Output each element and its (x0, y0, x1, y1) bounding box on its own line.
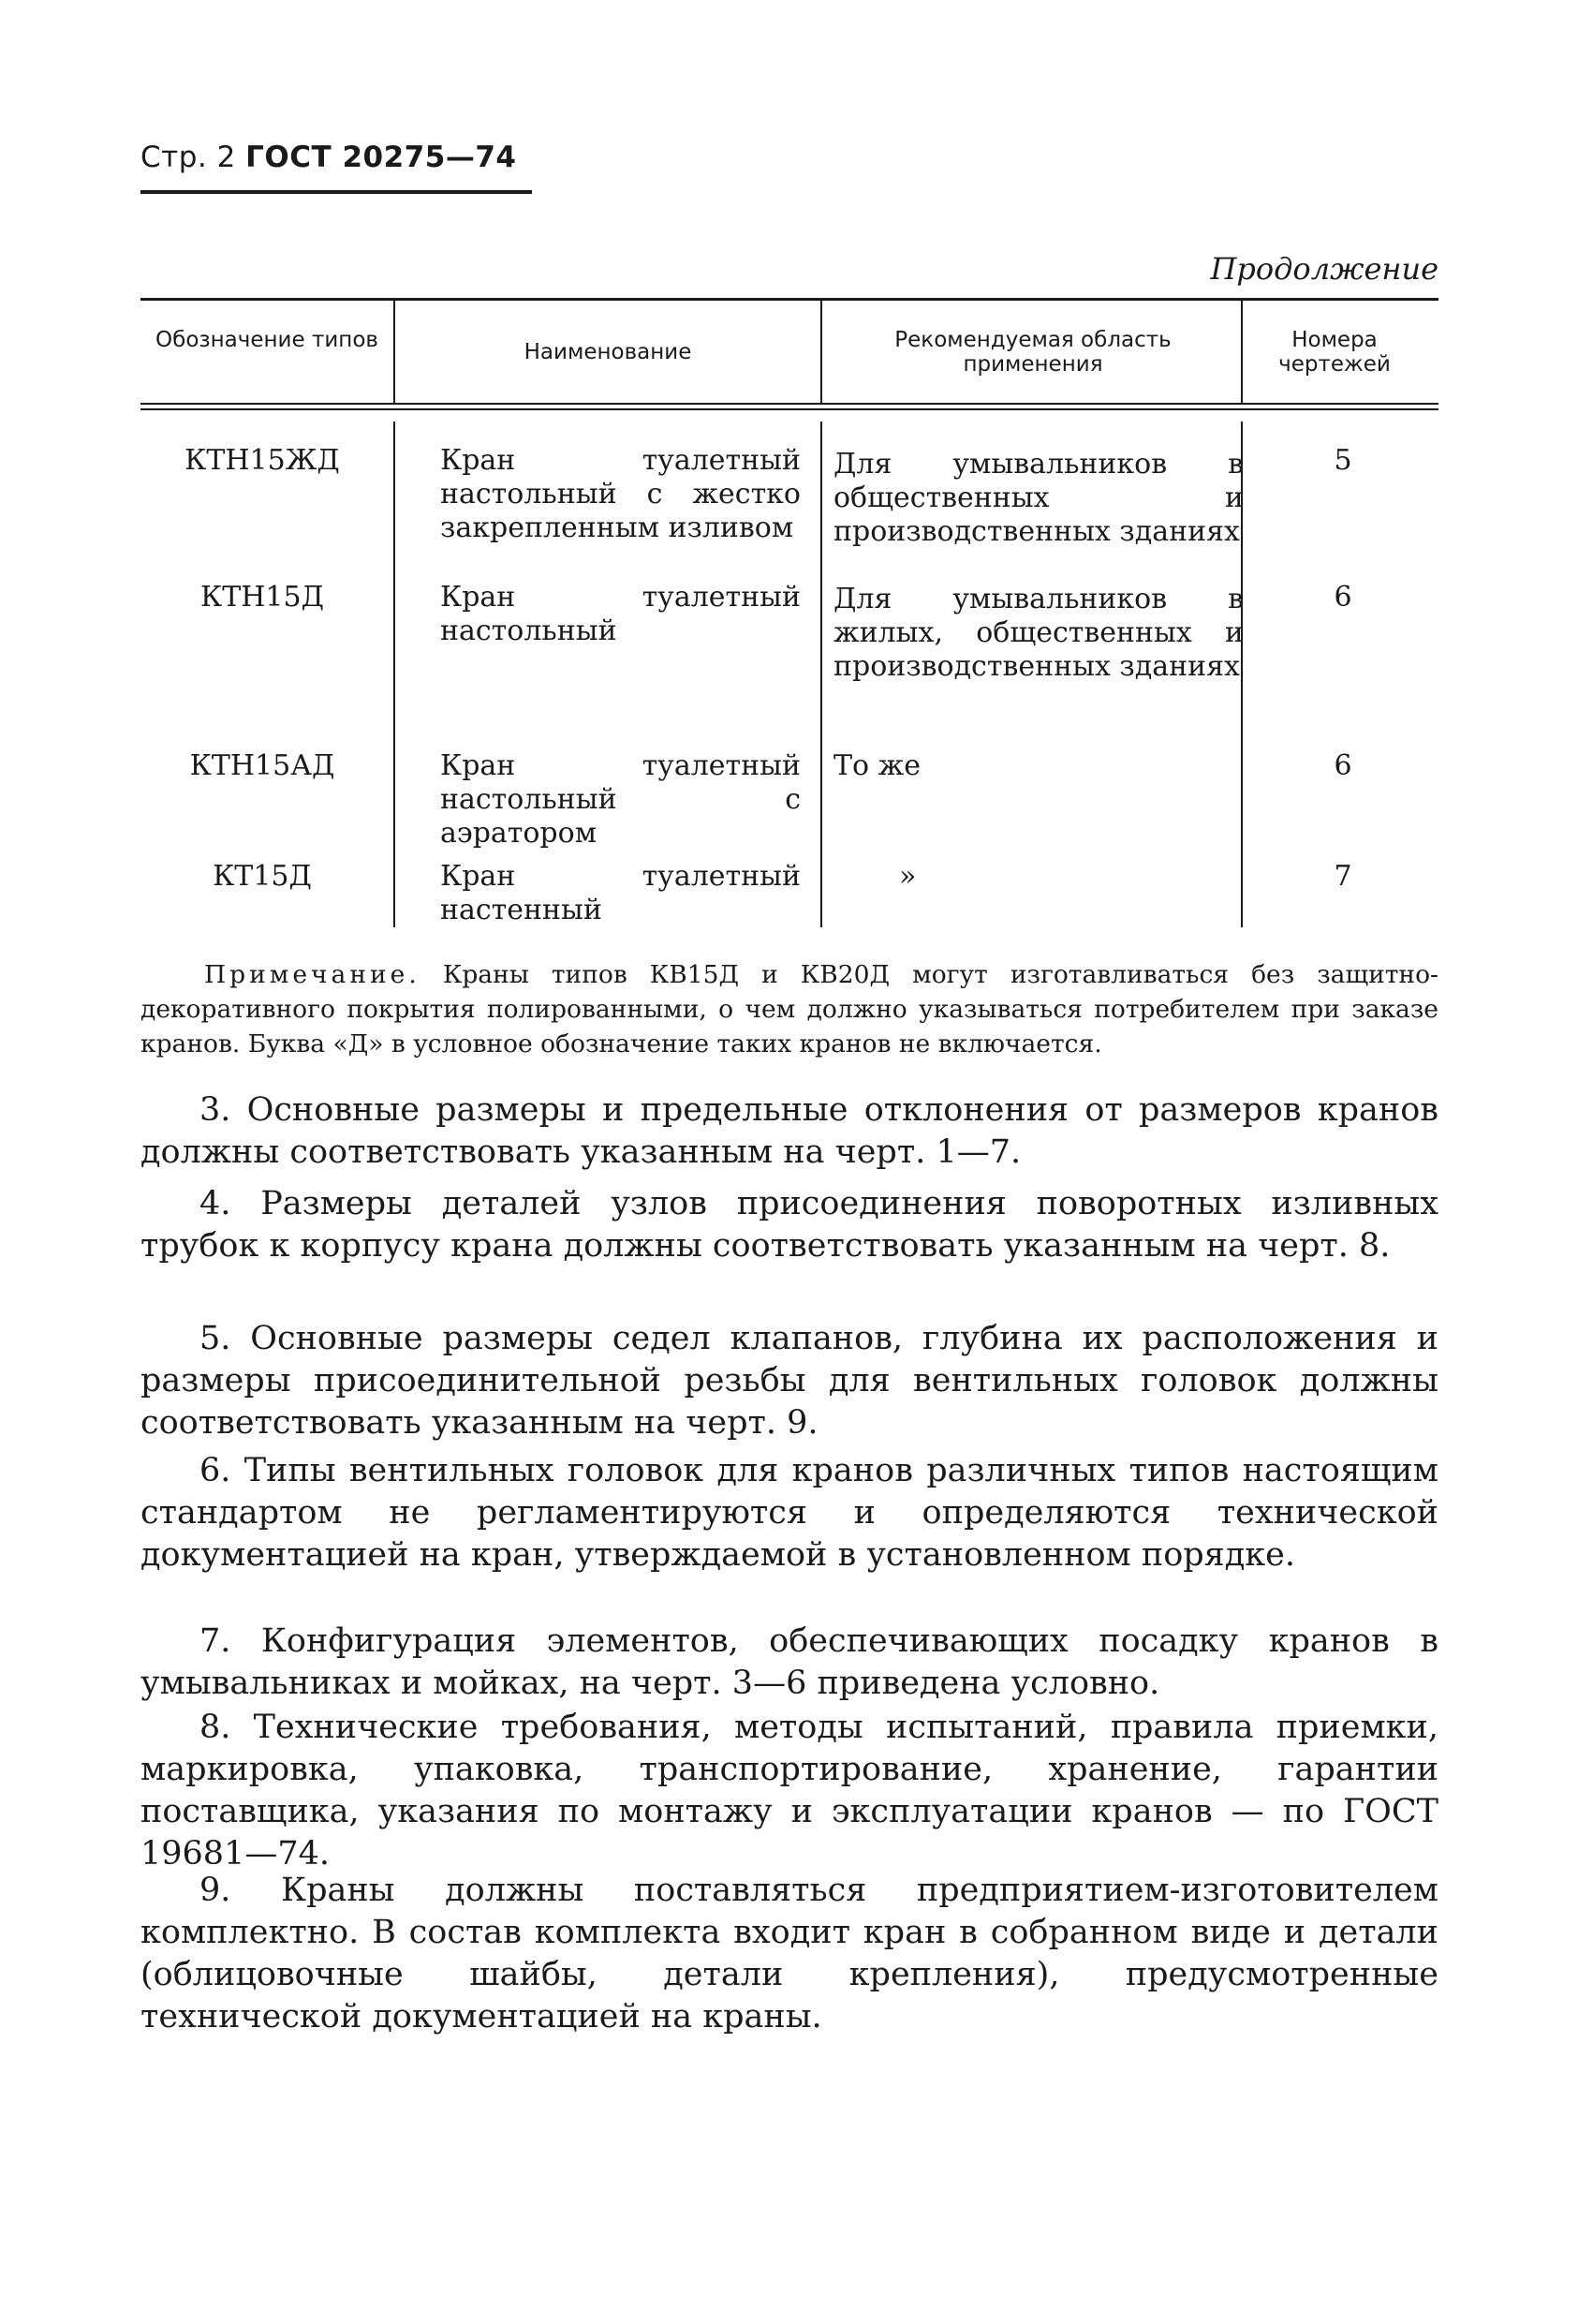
table-row-code: КТ15Д (213, 860, 312, 893)
column-divider (393, 422, 395, 927)
table-row-area: Для умывальников в общественных и производственных зданиях (833, 448, 1244, 548)
table-row-name: Кран туалетный настольный с аэратором (440, 749, 801, 850)
paragraph-3: 3. Основные размеры и предельные отклонения от размеров кранов должны соответствовать указанным на черт. 1—7. (140, 1091, 1438, 1171)
table-row-drawing: 5 (1334, 444, 1352, 477)
header-bottom-rule-2 (140, 408, 1438, 410)
column-divider (820, 301, 822, 405)
table-row-area: То же (833, 749, 921, 782)
column-header-drawing: Номера чертежей (1278, 328, 1391, 377)
column-header-area: Рекомендуемая область применения (894, 328, 1172, 377)
table-row-code: КТН15АД (189, 749, 335, 782)
header-bottom-rule (140, 403, 1438, 405)
note-label: Примечание. (204, 960, 420, 989)
table-row-code: КТН15ЖД (184, 444, 340, 477)
table-row-area: » (899, 860, 917, 893)
paragraph-7: 7. Конфигурация элементов, обеспечивающих посадку кранов в умывальниках и мойках, на черт. 3—6 приведена условно. (140, 1622, 1438, 1702)
table-top-rule (140, 298, 1438, 301)
page-number: Стр. 2 (140, 141, 236, 174)
paragraph-6: 6. Типы вентильных головок для кранов различных типов настоящим стандартом не регламентируются и определяются технической документацией на кран, утверждаемой в установленном порядке. (140, 1452, 1438, 1574)
continuation-label: Продолжение (1210, 251, 1438, 287)
table-row-name: Кран туалетный настенный (440, 860, 801, 926)
paragraph-5: 5. Основные размеры седел клапанов, глубина их расположения и размеры присоединительной резьбы для вентильных головок должны соответствовать указанным на черт. 9. (140, 1320, 1438, 1442)
standard-number: ГОСТ 20275—74 (245, 141, 517, 174)
table-row-code: КТН15Д (200, 581, 324, 614)
paragraph-4: 4. Размеры деталей узлов присоединения поворотных изливных трубок к корпусу крана должны соответствовать указанным на черт. 8. (140, 1185, 1438, 1265)
table-row-drawing: 6 (1334, 749, 1352, 782)
column-header-code: Обозначение типов (155, 328, 378, 352)
table-note (140, 957, 1438, 1061)
paragraph-8: 8. Технические требования, методы испытаний, правила приемки, маркировка, упаковка, транспортирование, хранение, гарантии поставщика, указания по монтажу и эксплуатации кранов — по ГОСТ 19681—74. (140, 1709, 1438, 1873)
table-row-name: Кран туалетный настольный с жестко закрепленным изливом (440, 444, 801, 544)
table-row-area: Для умывальников в жилых, общественных и производственных зданиях (833, 583, 1244, 683)
table-row-drawing: 6 (1334, 581, 1352, 614)
table-row-drawing: 7 (1334, 860, 1352, 893)
column-divider (1241, 301, 1243, 405)
table-row-name: Кран туалетный настольный (440, 581, 801, 647)
header-rule (140, 190, 532, 194)
paragraph-9: 9. Краны должны поставляться предприятием-изготовителем комплектно. В состав комплекта входит кран в собранном виде и детали (облицовочные шайбы, детали крепления), предусмотренные технической документацией на краны. (140, 1872, 1438, 2035)
note-text: Краны типов КВ15Д и КВ20Д могут изготавливаться без защитно-декоративного покрытия полированными, о чем должно указываться потребителем при заказе кранов. Буква «Д» в условное обозначение таких кранов не включается. (140, 960, 1438, 1058)
column-divider (820, 422, 822, 927)
page-header (140, 141, 516, 174)
column-header-name: Наименование (524, 340, 692, 364)
